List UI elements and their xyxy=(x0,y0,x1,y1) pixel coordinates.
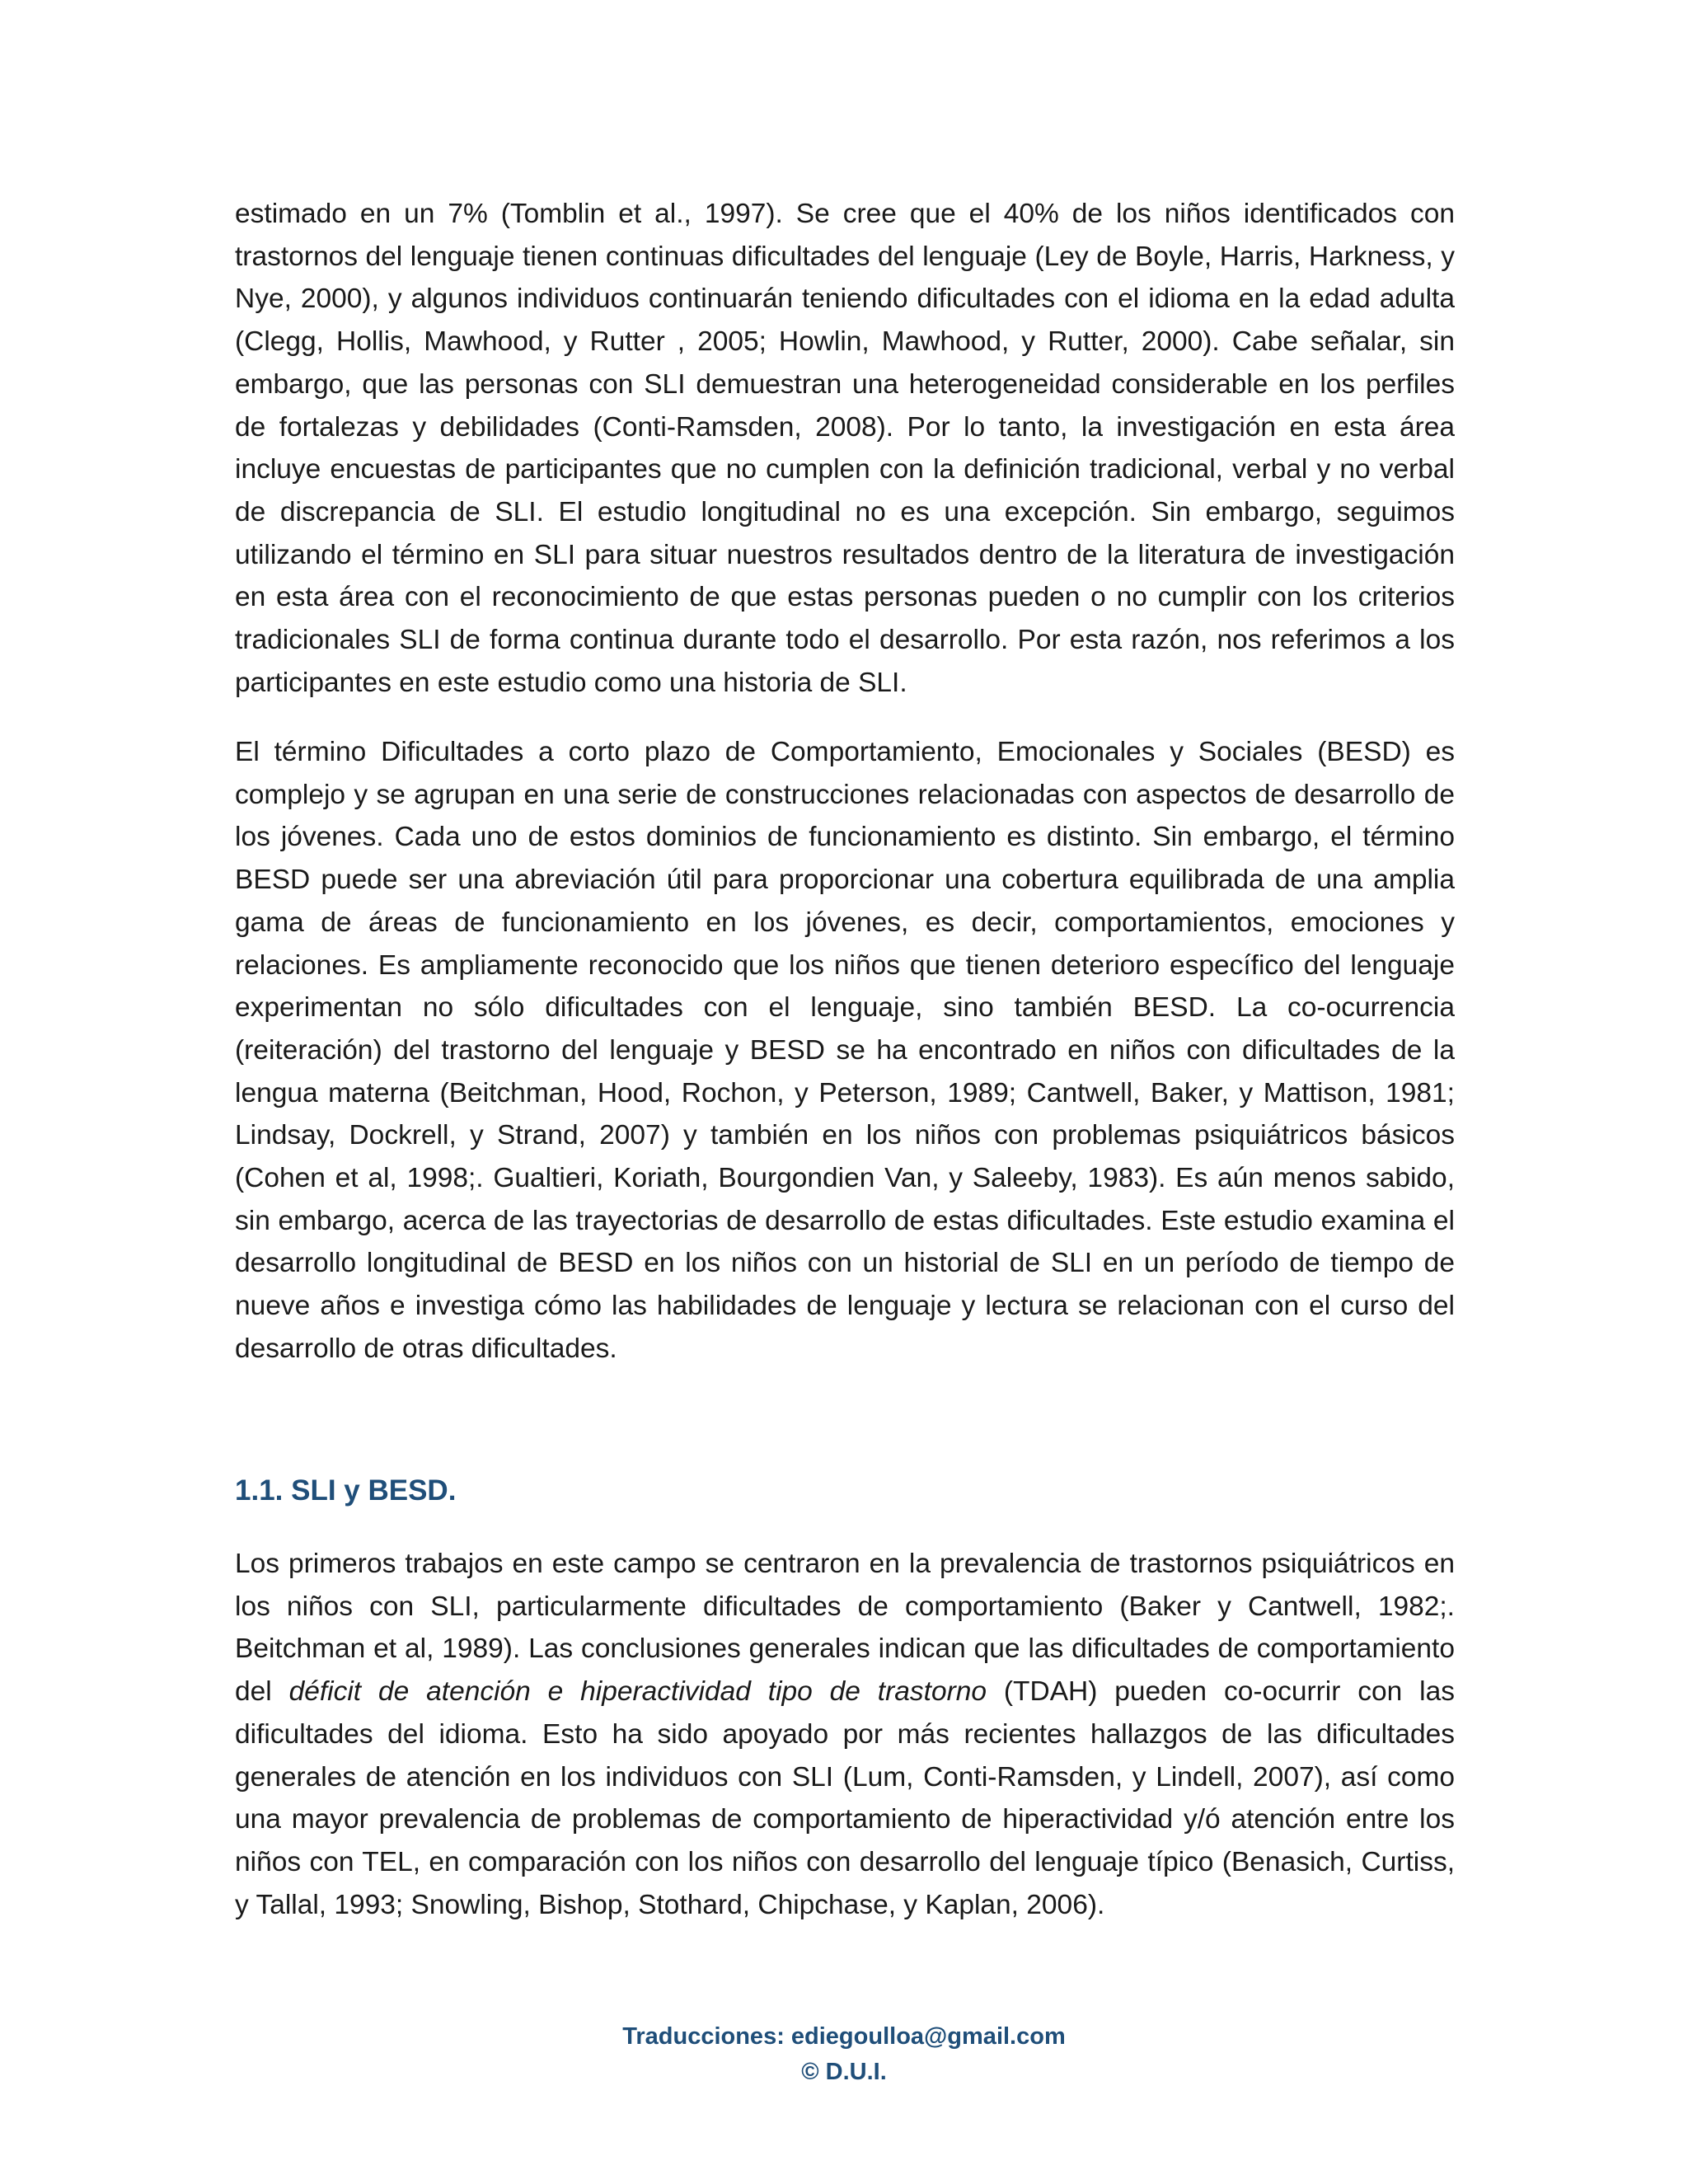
paragraph-3-text-b: (TDAH) pueden co-ocurrir con las dificultades del idioma. Esto ha sido apoyado por más recientes hallazgos de las dificultades generales de atención en los individuos con SLI (Lum, Conti-Ramsden, y Lindell, 2007), así como una mayor prevalencia de problemas de comportamiento de hiperactividad y/ó atención entre los niños con TEL, en comparación con los niños con desarrollo del lenguaje típico (Benasich, Curtiss, y Tallal, 1993; Snowling, Bishop, Stothard, Chipchase, y Kaplan, 2006). xyxy=(235,1676,1456,1920)
footer-copyright: © D.U.I. xyxy=(801,2059,887,2085)
body-paragraph-2: El término Dificultades a corto plazo de Comportamiento, Emocionales y Sociales (BESD) es complejo y se agrupan en una serie de construcciones relacionadas con aspectos de desarrollo de los jóvenes. Cada uno de estos dominios de funcionamiento es distinto. Sin embargo, el término BESD puede ser una abreviación útil para proporcionar una cobertura equilibrada de una amplia gama de áreas de funcionamiento en los jóvenes, es decir, comportamientos, emociones y relaciones. Es ampliamente reconocido que los niños que tienen deterioro específico del lenguaje experimentan no sólo dificultades con el lenguaje, sino también BESD. La co-ocurrencia (reiteración) del trastorno del lenguaje y BESD se ha encontrado en niños con dificultades de la lengua materna (Beitchman, Hood, Rochon, y Peterson, 1989; Cantwell, Baker, y Mattison, 1981; Lindsay, Dockrell, y Strand, 2007) y también en los niños con problemas psiquiátricos básicos (Cohen et al, 1998;. Gualtieri, Koriath, Bourgondien Van, y Saleeby, 1983). Es aún menos sabido, sin embargo, acerca de las trayectorias de desarrollo de estas dificultades. Este estudio examina el desarrollo longitudinal de BESD en los niños con un historial de SLI en un período de tiempo de nueve años e investiga cómo las habilidades de lenguaje y lectura se relacionan con el curso del desarrollo de otras dificultades. xyxy=(235,737,1455,1364)
body-paragraph-3 xyxy=(235,1543,1455,1926)
body-paragraph-1: estimado en un 7% (Tomblin et al., 1997). Se cree que el 40% de los niños identificados con trastornos del lenguaje tienen continuas dificultades del lenguaje (Ley de Boyle, Harris, Harkness, y Nye, 2000), y algunos individuos continuarán teniendo dificultades con el idioma en la edad adulta (Clegg, Hollis, Mawhood, y Rutter , 2005; Howlin, Mawhood, y Rutter, 2000). Cabe señalar, sin embargo, que las personas con SLI demuestran una heterogeneidad considerable en los perfiles de fortalezas y debilidades (Conti-Ramsden, 2008). Por lo tanto, la investigación en esta área incluye encuestas de participantes que no cumplen con la definición tradicional, verbal y no verbal de discrepancia de SLI. El estudio longitudinal no es una excepción. Sin embargo, seguimos utilizando el término en SLI para situar nuestros resultados dentro de la literatura de investigación en esta área con el reconocimiento de que estas personas pueden o no cumplir con los criterios tradicionales SLI de forma continua durante todo el desarrollo. Por esta razón, nos referimos a los participantes en este estudio como una historia de SLI. xyxy=(235,199,1455,698)
paragraph-3-text-a: Los primeros trabajos en este campo se centraron en la prevalencia de trastornos psiquiátricos en los niños con SLI, particularmente dificultades de comportamiento (Baker y Cantwell, 1982;. Beitchman et al, 1989). Las conclusiones generales indican que las dificultades de comportamiento del xyxy=(235,1549,1455,1708)
paragraph-3-italic-term: déficit de atención e hiperactividad tipo de trastorno xyxy=(288,1676,987,1708)
footer-translator-credit: Traducciones: ediegoulloa@gmail.com xyxy=(622,2023,1066,2050)
section-heading: 1.1. SLI y BESD. xyxy=(235,1474,457,1507)
